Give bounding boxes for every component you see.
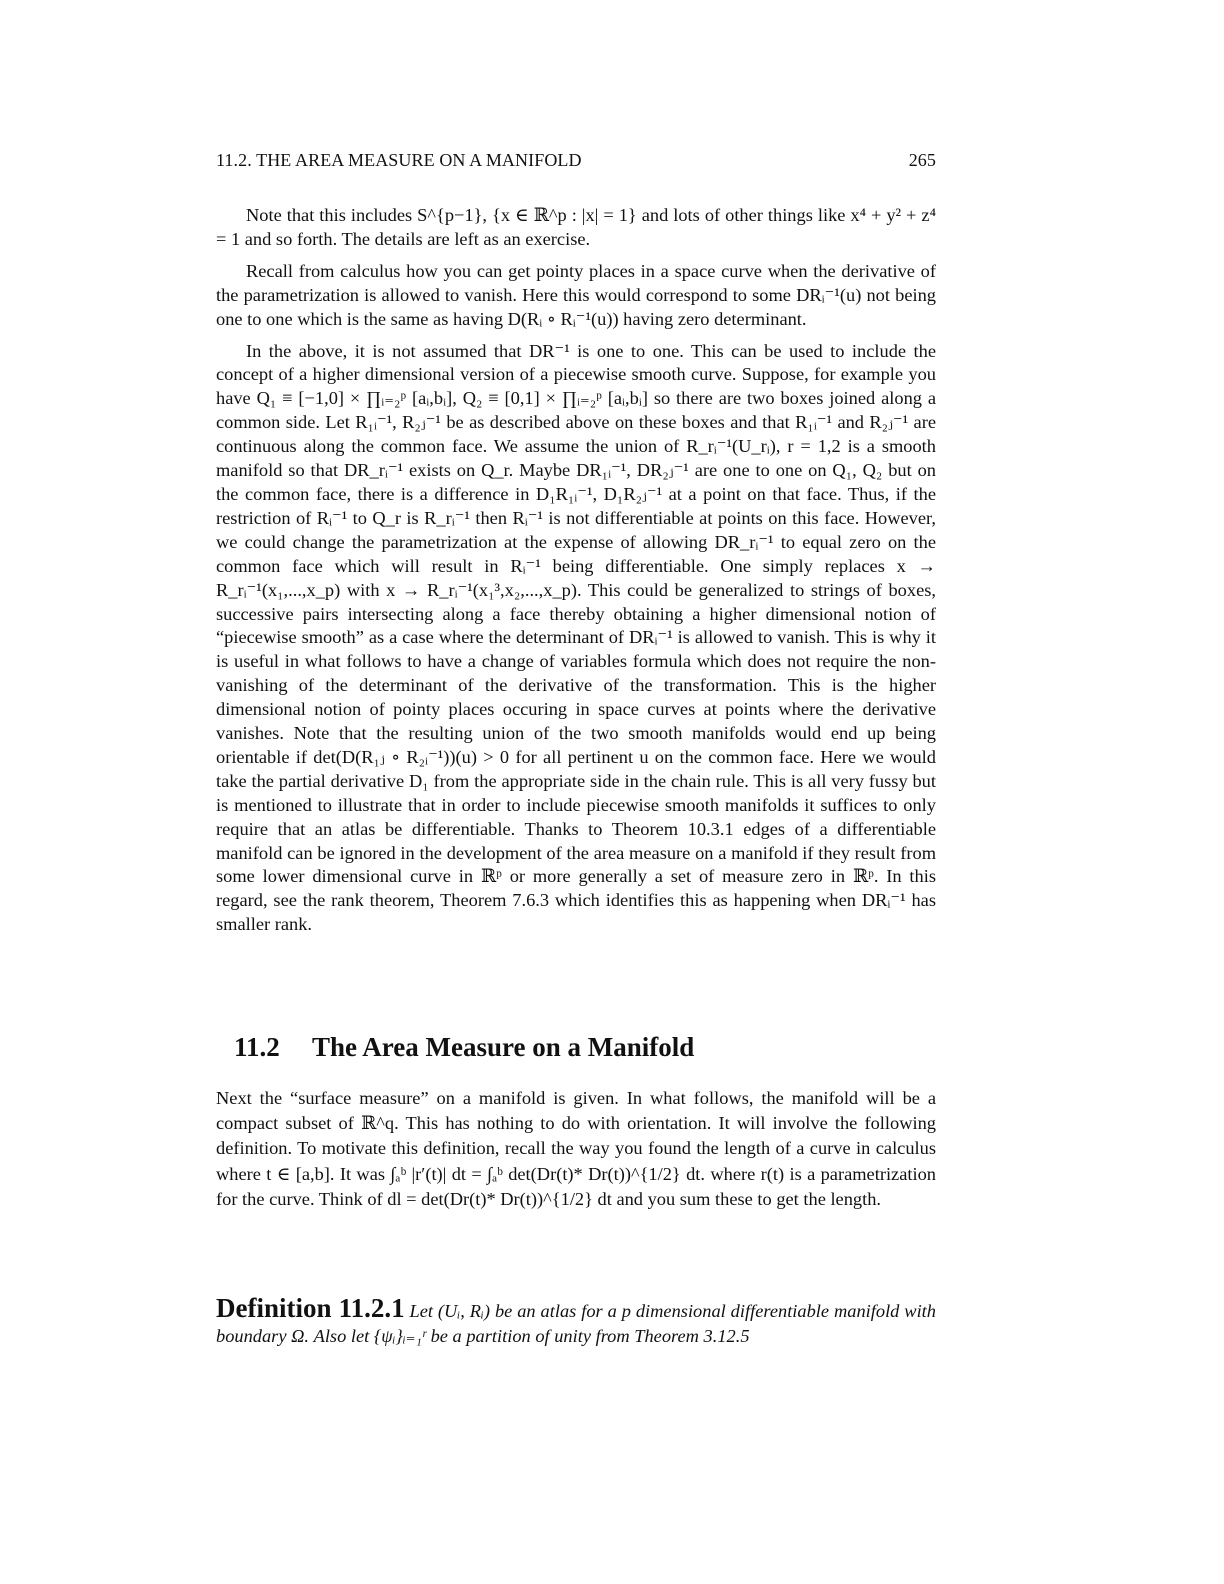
section-heading bbox=[234, 1032, 694, 1063]
definition-text: Let (Uᵢ, Rᵢ) be an atlas for a p dimensional differentiable manifold with boundary Ω. Also let {ψᵢ}ᵢ₌₁ʳ be a partition of unity from Theorem 3.12.5 bbox=[216, 1301, 936, 1346]
running-title: 11.2. THE AREA MEASURE ON A MANIFOLD bbox=[216, 150, 582, 170]
page-number: 265 bbox=[908, 150, 936, 170]
definition-title: Definition 11.2.1 bbox=[216, 1293, 405, 1323]
section-title: The Area Measure on a Manifold bbox=[312, 1032, 695, 1062]
section-paragraph: Next the “surface measure” on a manifold is given. In what follows, the manifold will be a compact subset of ℝ^q. This has nothing to do with orientation. It will involve the following definition. To motivate this definition, recall the way you found the length of a curve in calculus where t ∈ [a,b]. It was ∫ₐᵇ |r′(t)| dt = ∫ₐᵇ det(Dr(t)* Dr(t))^{1/2} dt. where r(t) is a parametrization for the curve. Think of dl = det(Dr(t)* Dr(t))^{1/2} dt and you sum these to get the length. bbox=[216, 1088, 936, 1209]
paragraph-2: Recall from calculus how you can get pointy places in a space curve when the derivative of the parametrization is allowed to vanish. Here this would correspond to some DRᵢ⁻¹(u) not being one to one which is the same as having D(Rᵢ ∘ Rᵢ⁻¹(u)) having zero determinant. bbox=[216, 260, 936, 329]
definition-block bbox=[216, 1293, 936, 1349]
body-text bbox=[216, 204, 936, 945]
running-header bbox=[216, 150, 936, 171]
section-body bbox=[216, 1086, 936, 1212]
paragraph-1: Note that this includes S^{p−1}, {x ∈ ℝ^p : |x| = 1} and lots of other things like x⁴ + y² + z⁴ = 1 and so forth. The details are left as an exercise. bbox=[216, 205, 936, 249]
section-number: 11.2 bbox=[234, 1032, 280, 1062]
paragraph-3: In the above, it is not assumed that DR⁻¹ is one to one. This can be used to include the concept of a higher dimensional version of a piecewise smooth curve. Suppose, for example you have Q₁ ≡ [−1,0] × ∏ᵢ₌₂ᵖ [aᵢ,bᵢ], Q₂ ≡ [0,1] × ∏ᵢ₌₂ᵖ [aᵢ,bᵢ] so there are two boxes joined along a common side. Let R₁ᵢ⁻¹, R₂ⱼ⁻¹ be as described above on these boxes and that R₁ᵢ⁻¹ and R₂ⱼ⁻¹ are continuous along the common face. We assume the union of R_rᵢ⁻¹(U_rᵢ), r = 1,2 is a smooth manifold so that DR_rᵢ⁻¹ exists on Q_r. Maybe DR₁ᵢ⁻¹, DR₂ⱼ⁻¹ are one to one on Q₁, Q₂ but on the common face, there is a difference in D₁R₁ᵢ⁻¹, D₁R₂ⱼ⁻¹ at a point on that face. Thus, if the restriction of Rᵢ⁻¹ to Q_r is R_rᵢ⁻¹ then Rᵢ⁻¹ is not differentiable at points on this face. However, we could change the parametrization at the expense of allowing DR_rᵢ⁻¹ to equal zero on the common face which will result in Rᵢ⁻¹ being differentiable. One simply replaces x → R_rᵢ⁻¹(x₁,...,x_p) with x → R_rᵢ⁻¹(x₁³,x₂,...,x_p). This could be generalized to strings of boxes, successive pairs intersecting along a face thereby obtaining a higher dimensional notion of “piecewise smooth” as a case where the determinant of DRᵢ⁻¹ is allowed to vanish. This is why it is useful in what follows to have a change of variables formula which does not require the non-vanishing of the determinant of the derivative of the transformation. This is the higher dimensional notion of pointy places occuring in space curves at points where the derivative vanishes. Note that the resulting union of the two smooth manifolds would end up being orientable if det(D(R₁ⱼ ∘ R₂ᵢ⁻¹))(u) > 0 for all pertinent u on the common face. Here we would take the partial derivative D₁ from the appropriate side in the chain rule. This is all very fussy but is mentioned to illustrate that in order to include piecewise smooth manifolds it suffices to only require that an atlas be differentiable. Thanks to Theorem 10.3.1 edges of a differentiable manifold can be ignored in the development of the area measure on a manifold if they result from some lower dimensional curve in ℝᵖ or more generally a set of measure zero in ℝᵖ. In this regard, see the rank theorem, Theorem 7.6.3 which identifies this as happening when DRᵢ⁻¹ has smaller rank. bbox=[216, 340, 936, 935]
